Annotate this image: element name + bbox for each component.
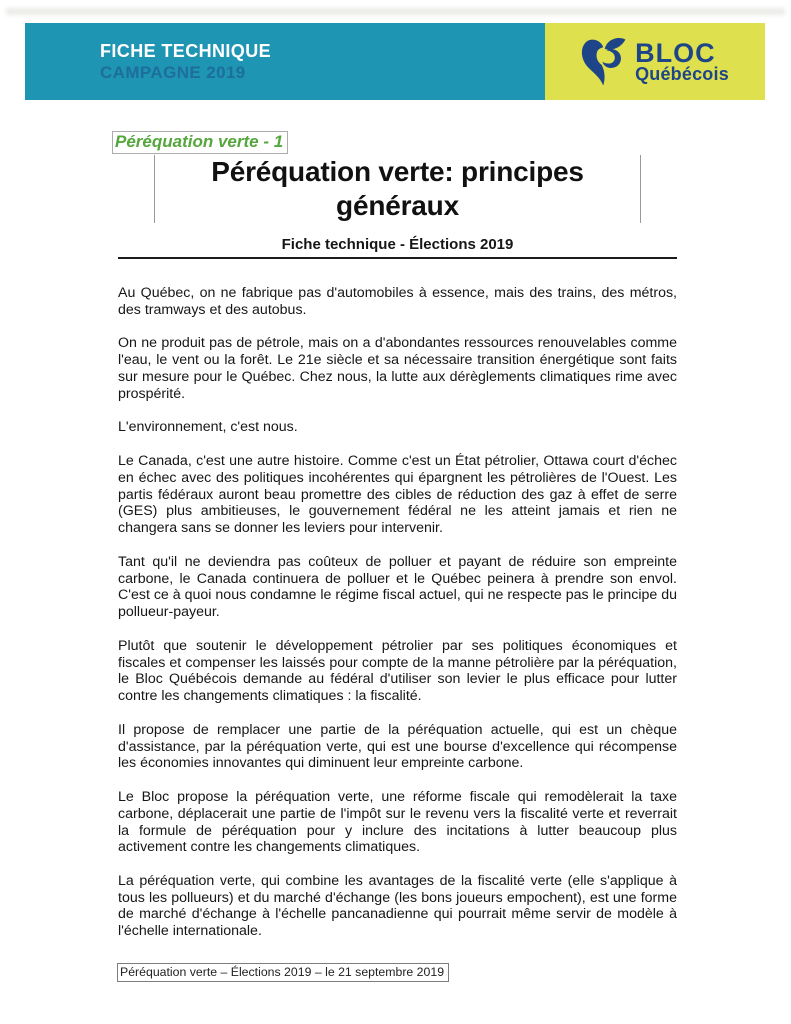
banner-title: FICHE TECHNIQUE bbox=[100, 40, 272, 61]
logo-wordmark bbox=[635, 40, 729, 83]
body-paragraph: Tant qu'il ne deviendra pas coûteux de polluer et payant de réduire son empreinte carbone, le Canada continuera de polluer et le Québec peinera à prendre son envol. C'est ce à quoi nous condamne le régime fiscal actuel, qui ne respecte pas le principe du pollueur-payeur. bbox=[118, 553, 677, 621]
body-paragraph: Le Bloc propose la péréquation verte, une réforme fiscale qui remodèlerait la taxe carbone, déplacerait une partie de l'impôt sur le revenu vers la fiscalité verte et reverrait la formule de péréquation pour y inclure des incitations à lutter beaucoup plus activement contre les changements climatiques. bbox=[118, 788, 677, 856]
logo-box bbox=[545, 23, 765, 100]
document-body bbox=[118, 285, 677, 940]
scan-artifact bbox=[6, 8, 785, 15]
body-paragraph: L'environnement, c'est nous. bbox=[118, 419, 298, 436]
logo-word-quebecois: Québécois bbox=[635, 64, 729, 84]
body-paragraph: Le Canada, c'est une autre histoire. Comme c'est un État pétrolier, Ottawa court d'échec en échec avec des politiques incohérentes qui épargnent les pétrolières de l'Ouest. Les partis fédéraux auront beau promettre des cibles de réduction des gaz à effet de serre (GES) plus ambitieuses, le gouvernement fédéral ne les atteint jamais et rien ne changera sans se donner les leviers pour intervenir. bbox=[118, 452, 677, 537]
banner-subtitle: CAMPAGNE 2019 bbox=[100, 62, 246, 82]
document-kicker: Péréquation verte - 1 bbox=[112, 131, 288, 154]
logo-word-bloc: BLOC bbox=[635, 38, 716, 68]
bloc-quebecois-logo-icon bbox=[581, 33, 627, 89]
body-paragraph: La péréquation verte, qui combine les avantages de la fiscalité verte (elle s'applique à tous les pollueurs) et du marché d'échange (les bons joueurs empochent), est une forme de marché d'échange à l'échelle pancanadienne qui pourrait même servir de modèle à l'échelle internationale. bbox=[118, 872, 677, 940]
document-title: Péréquation verte: principes généraux bbox=[154, 155, 641, 223]
header-banner bbox=[25, 23, 765, 100]
body-paragraph: Plutôt que soutenir le développement pétrolier par ses politiques économiques et fiscales et compenser les laissés pour compte de la manne pétrolière par la péréquation, le Bloc Québécois demande au fédéral d'utiliser son levier le plus efficace pour lutter contre les changements climatiques : la fiscalité. bbox=[118, 637, 677, 705]
body-paragraph: Au Québec, on ne fabrique pas d'automobiles à essence, mais des trains, des métros, des tramways et des autobus. bbox=[118, 285, 677, 318]
document-content bbox=[115, 131, 677, 957]
body-paragraph: On ne produit pas de pétrole, mais on a d'abondantes ressources renouvelables comme l'eau, le vent ou la forêt. Le 21e siècle et sa nécessaire transition énergétique sont faits sur mesure pour le Québec. Chez nous, la lutte aux dérèglements climatiques rime avec prospérité. bbox=[118, 335, 677, 402]
banner-left bbox=[25, 23, 545, 100]
document-subtitle: Fiche technique - Élections 2019 bbox=[118, 236, 677, 259]
body-paragraph: Il propose de remplacer une partie de la péréquation actuelle, qui est un chèque d'assistance, par la péréquation verte, qui est une bourse d'excellence qui récompense les économies innovantes qui diminuent leur empreinte carbone. bbox=[118, 721, 677, 772]
page-footer: Péréquation verte – Élections 2019 – le 21 septembre 2019 bbox=[117, 963, 449, 982]
